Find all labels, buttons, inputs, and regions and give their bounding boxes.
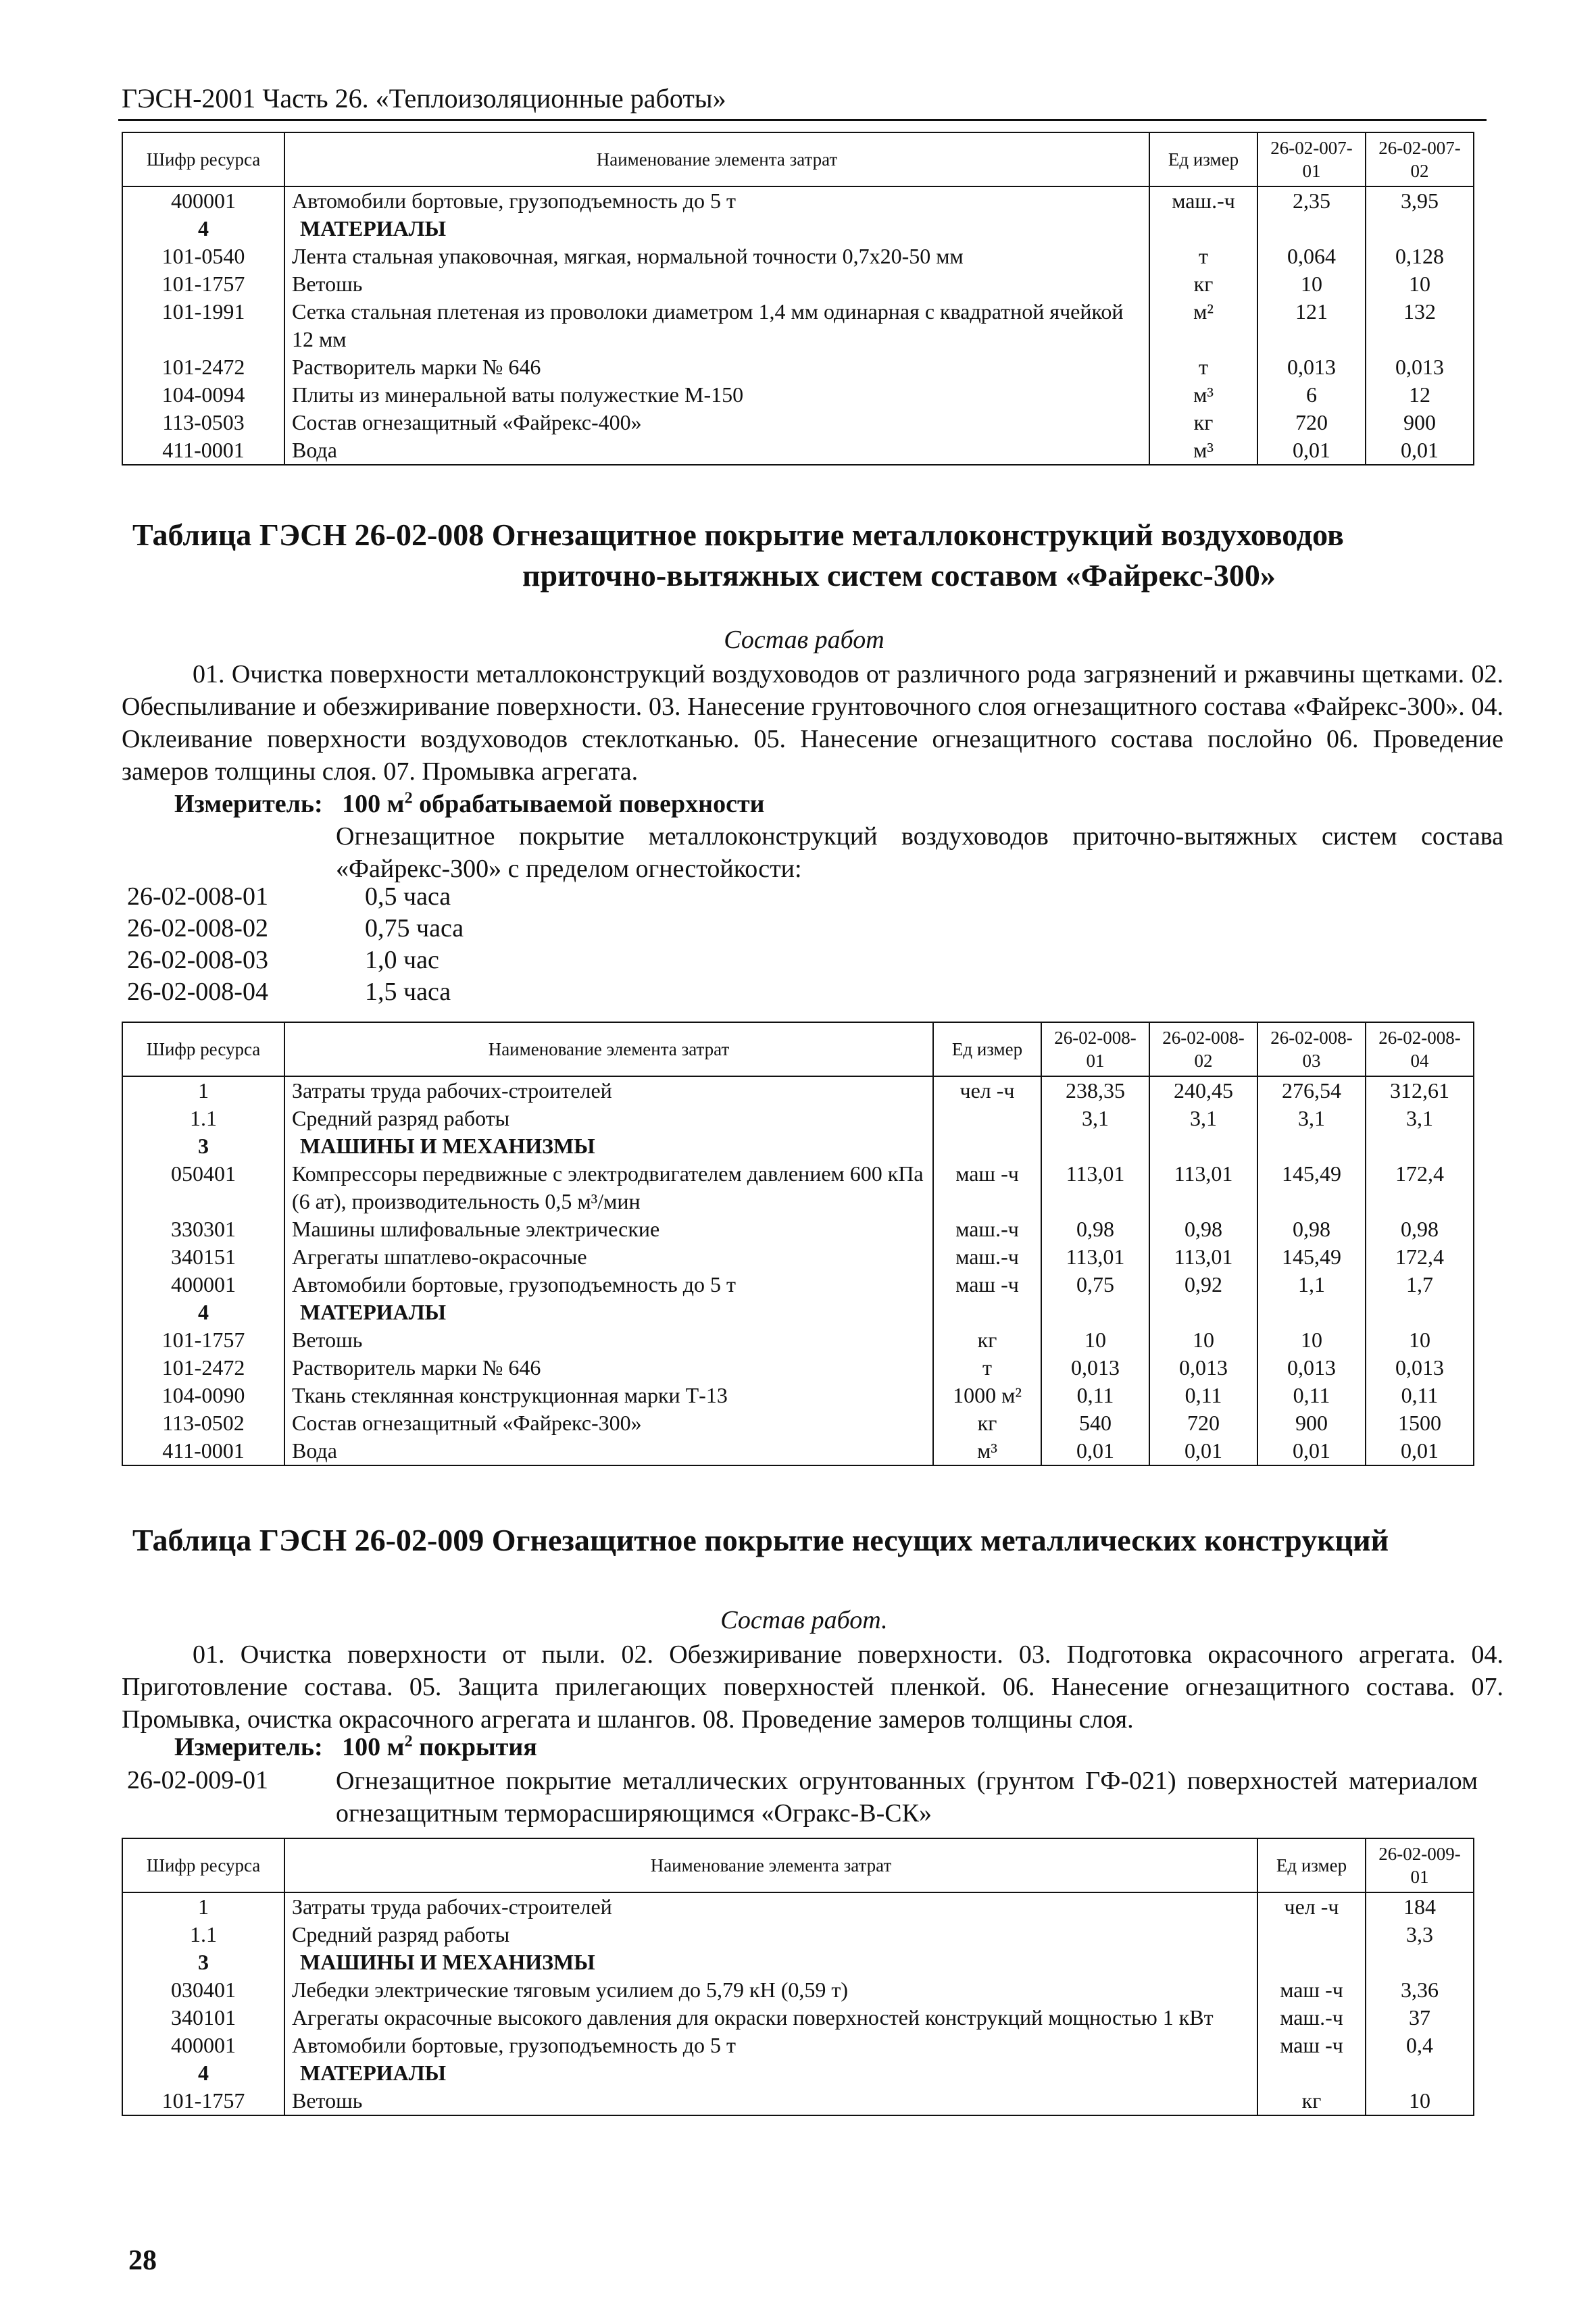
cell-code: 1.1 (122, 1105, 284, 1132)
cell-value: 113,01 (1041, 1160, 1149, 1215)
cell-unit: м³ (1149, 381, 1257, 409)
measure-value: 100 $м^2$ покрытия (329, 1732, 537, 1761)
table-row (122, 1105, 1474, 1132)
cell-value: 900 (1257, 1409, 1366, 1437)
header-name: Наименование элемента затрат (284, 132, 1149, 186)
variant-code: 26-02-008-01 (127, 882, 268, 911)
cell-value: 900 (1366, 409, 1474, 436)
header-code: Шифр ресурса (122, 1838, 284, 1892)
cell-value: 113,01 (1149, 1243, 1257, 1271)
table-row (122, 1271, 1474, 1299)
cell-value (1366, 215, 1474, 243)
cell-value: 0,013 (1257, 1354, 1366, 1382)
cell-value: 12 (1366, 381, 1474, 409)
cell-name: Затраты труда рабочих-строителей (284, 1892, 1257, 1921)
cell-code: 4 (122, 215, 284, 243)
work-composition-text: 01. Очистка поверхности от пыли. 02. Обезжиривание поверхности. 03. Подготовка окрасочного агрегата. 04. Приготовление состава. 05. Защита прилегающих поверхностей пленкой. 06. Нанесение огнезащитного состава. 07. Промывка, очистка окрасочного агрегата и шлангов. 08. Проведение замеров толщины слоя. (122, 1640, 1503, 1734)
cell-unit: кг (933, 1409, 1041, 1437)
cell-name: Машины шлифовальные электрические (284, 1215, 933, 1243)
header-variant: 26-02-008-04 (1366, 1022, 1474, 1076)
cell-name: Ветошь (284, 2087, 1257, 2115)
cell-unit: м² (1149, 298, 1257, 353)
cell-value (1257, 1132, 1366, 1160)
cell-name: Состав огнезащитный «Файрекс-300» (284, 1409, 933, 1437)
cell-unit: т (933, 1354, 1041, 1382)
variant-code: 26-02-008-04 (127, 978, 268, 1006)
cell-value (1366, 1132, 1474, 1160)
cell-unit (1257, 1948, 1366, 1976)
cell-value: 145,49 (1257, 1243, 1366, 1271)
cell-code: 1 (122, 1892, 284, 1921)
cell-value: 720 (1149, 1409, 1257, 1437)
cell-unit: кг (1257, 2087, 1366, 2115)
measure-label: Измеритель: (174, 790, 323, 818)
variant-text: 1,0 час (365, 946, 439, 974)
cell-value: 0,013 (1041, 1354, 1149, 1382)
cell-value: 0,01 (1149, 1437, 1257, 1465)
cell-code: 4 (122, 1299, 284, 1326)
work-composition-heading: Состав работ. (720, 1606, 888, 1634)
resource-table-26-02-008 (122, 1022, 1474, 1466)
table-row (122, 1976, 1474, 2004)
table-row (122, 353, 1474, 381)
cell-value: 3,36 (1366, 1976, 1474, 2004)
cell-value (1149, 1299, 1257, 1326)
table-row (122, 381, 1474, 409)
work-composition-text: 01. Очистка поверхности металлоконструкций воздуховодов от различного рода загрязнений и ржавчины щетками. 02. Обеспыливание и обезжиривание поверхности. 03. Нанесение грунтовочного слоя огнезащитного состава «Файрекс-300». 04. Оклеивание поверхности воздуховодов стеклотканью. 05. Нанесение огнезащитного состава послойно 06. Проведение замеров толщины слоя. 07. Промывка агрегата. (122, 660, 1503, 786)
cell-value: 0,013 (1149, 1354, 1257, 1382)
cell-value: 1500 (1366, 1409, 1474, 1437)
cell-unit: кг (933, 1326, 1041, 1354)
measure-label: Измеритель: (174, 1733, 323, 1761)
cell-unit (933, 1299, 1041, 1326)
cell-value: 10 (1149, 1326, 1257, 1354)
cell-name: Средний разряд работы (284, 1921, 1257, 1948)
cell-value (1366, 2059, 1474, 2087)
cell-name: МАШИНЫ И МЕХАНИЗМЫ (284, 1132, 933, 1160)
cell-code: 340101 (122, 2004, 284, 2032)
section-row (122, 2059, 1474, 2087)
cell-value: 172,4 (1366, 1160, 1474, 1215)
cell-name: Ткань стеклянная конструкционная марки Т-13 (284, 1382, 933, 1409)
cell-unit: м³ (1149, 436, 1257, 465)
cell-name: Затраты труда рабочих-строителей (284, 1076, 933, 1105)
cell-name: Лента стальная упаковочная, мягкая, нормальной точности 0,7х20-50 мм (284, 243, 1149, 270)
cell-name: МАТЕРИАЛЫ (284, 1299, 933, 1326)
cell-value: 3,95 (1366, 186, 1474, 215)
table-title-26-02-008-line1: Таблица ГЭСН 26-02-008 Огнезащитное покрытие металлоконструкций воздуховодов (132, 518, 1344, 552)
cell-value: 2,35 (1257, 186, 1366, 215)
section-row (122, 215, 1474, 243)
cell-code: 030401 (122, 1976, 284, 2004)
table-row (122, 1409, 1474, 1437)
cell-value: 132 (1366, 298, 1474, 353)
cell-unit: 1000 м² (933, 1382, 1041, 1409)
cell-unit: маш.-ч (933, 1215, 1041, 1243)
header-unit: Ед измер (1149, 132, 1257, 186)
cell-code: 3 (122, 1948, 284, 1976)
cell-value: 10 (1257, 270, 1366, 298)
cell-unit: кг (1149, 409, 1257, 436)
measure-line (174, 1731, 537, 1763)
cell-name: Агрегаты окрасочные высокого давления для окраски поверхностей конструкций мощностью 1 кВт (284, 2004, 1257, 2032)
header-rule (118, 119, 1487, 121)
cell-value: 0,4 (1366, 2032, 1474, 2059)
table-row (122, 270, 1474, 298)
cell-value (1041, 1299, 1149, 1326)
header-variant: 26-02-008-03 (1257, 1022, 1366, 1076)
cell-code: 050401 (122, 1160, 284, 1215)
cell-code: 411-0001 (122, 1437, 284, 1465)
cell-code: 330301 (122, 1215, 284, 1243)
variant-text: 1,5 часа (365, 978, 451, 1006)
cell-value: 0,01 (1257, 1437, 1366, 1465)
cell-code: 113-0502 (122, 1409, 284, 1437)
cell-name: Вода (284, 1437, 933, 1465)
cell-value: 0,75 (1041, 1271, 1149, 1299)
cell-code: 101-1757 (122, 2087, 284, 2115)
cell-value: 1,1 (1257, 1271, 1366, 1299)
cell-name: МАТЕРИАЛЫ (284, 2059, 1257, 2087)
header-name: Наименование элемента затрат (284, 1022, 933, 1076)
table-row (122, 1921, 1474, 1948)
running-head: ГЭСН-2001 Часть 26. «Теплоизоляционные работы» (122, 83, 726, 114)
variant-text: 0,75 часа (365, 914, 464, 942)
cell-code: 101-2472 (122, 1354, 284, 1382)
table-row (122, 1076, 1474, 1105)
cell-value: 121 (1257, 298, 1366, 353)
cell-value: 720 (1257, 409, 1366, 436)
header-variant: 26-02-007-02 (1366, 132, 1474, 186)
cell-name: МАТЕРИАЛЫ (284, 215, 1149, 243)
cell-name: Агрегаты шпатлево-окрасочные (284, 1243, 933, 1271)
cell-name: Лебедки электрические тяговым усилием до 5,79 кН (0,59 т) (284, 1976, 1257, 2004)
cell-value: 10 (1041, 1326, 1149, 1354)
cell-value: 240,45 (1149, 1076, 1257, 1105)
cell-value: 0,11 (1257, 1382, 1366, 1409)
cell-value: 0,11 (1041, 1382, 1149, 1409)
variant-code: 26-02-009-01 (127, 1766, 268, 1794)
table-row (122, 409, 1474, 436)
cell-code: 101-2472 (122, 353, 284, 381)
header-variant: 26-02-007-01 (1257, 132, 1366, 186)
cell-value: 0,01 (1041, 1437, 1149, 1465)
cell-value: 0,01 (1366, 436, 1474, 465)
cell-value: 0,064 (1257, 243, 1366, 270)
cell-value: 1,7 (1366, 1271, 1474, 1299)
table-row (122, 2004, 1474, 2032)
cell-code: 400001 (122, 1271, 284, 1299)
cell-value: 3,3 (1366, 1921, 1474, 1948)
cell-code: 101-1757 (122, 1326, 284, 1354)
cell-name: Растворитель марки № 646 (284, 353, 1149, 381)
cell-value (1257, 1299, 1366, 1326)
cell-code: 340151 (122, 1243, 284, 1271)
cell-unit: т (1149, 243, 1257, 270)
cell-unit: т (1149, 353, 1257, 381)
cell-value: 10 (1366, 1326, 1474, 1354)
cell-code: 101-0540 (122, 243, 284, 270)
cell-name: Компрессоры передвижные с электродвигателем давлением 600 кПа (6 ат), производительность 0,5 м³/мин (284, 1160, 933, 1215)
cell-unit (933, 1132, 1041, 1160)
table-row (122, 436, 1474, 465)
cell-code: 104-0094 (122, 381, 284, 409)
header-unit: Ед измер (1257, 1838, 1366, 1892)
table-row (122, 1437, 1474, 1465)
cell-name: МАШИНЫ И МЕХАНИЗМЫ (284, 1948, 1257, 1976)
cell-value: 113,01 (1041, 1243, 1149, 1271)
cell-value: 3,1 (1149, 1105, 1257, 1132)
cell-unit (1149, 215, 1257, 243)
cell-value: 312,61 (1366, 1076, 1474, 1105)
variant-text: Огнезащитное покрытие металлических огрунтованных (грунтом ГФ-021) поверхностей материалом огнезащитным терморасширяющимся «Огракс-В-СК» (336, 1767, 1478, 1828)
cell-value (1257, 215, 1366, 243)
cell-value: 10 (1366, 270, 1474, 298)
cell-name: Средний разряд работы (284, 1105, 933, 1132)
table-row (122, 1382, 1474, 1409)
cell-name: Автомобили бортовые, грузоподъемность до 5 т (284, 2032, 1257, 2059)
page-number: 28 (128, 2245, 157, 2276)
table-row (122, 1215, 1474, 1243)
cell-value: 0,013 (1366, 1354, 1474, 1382)
measure-value: 100 $м^2$ обрабатываемой поверхности (329, 789, 765, 818)
cell-name: Ветошь (284, 1326, 933, 1354)
cell-value: 10 (1257, 1326, 1366, 1354)
variant-text: 0,5 часа (365, 882, 451, 911)
cell-name: Плиты из минеральной ваты полужесткие М-150 (284, 381, 1149, 409)
header-code: Шифр ресурса (122, 132, 284, 186)
cell-value: 0,98 (1366, 1215, 1474, 1243)
cell-code: 411-0001 (122, 436, 284, 465)
cell-code: 400001 (122, 186, 284, 215)
header-code: Шифр ресурса (122, 1022, 284, 1076)
cell-unit: маш.-ч (1149, 186, 1257, 215)
cell-value: 3,1 (1257, 1105, 1366, 1132)
cell-value: 113,01 (1149, 1160, 1257, 1215)
cell-code: 101-1757 (122, 270, 284, 298)
variant-code: 26-02-008-02 (127, 914, 268, 942)
cell-unit: маш.-ч (933, 1243, 1041, 1271)
cell-value: 184 (1366, 1892, 1474, 1921)
cell-unit: кг (1149, 270, 1257, 298)
cell-value (1366, 1948, 1474, 1976)
cell-value: 0,92 (1149, 1271, 1257, 1299)
cell-value: 276,54 (1257, 1076, 1366, 1105)
cell-unit: маш -ч (933, 1271, 1041, 1299)
cell-code: 400001 (122, 2032, 284, 2059)
cell-name: Состав огнезащитный «Файрекс-400» (284, 409, 1149, 436)
cell-value: 0,98 (1041, 1215, 1149, 1243)
cell-unit: маш -ч (1257, 1976, 1366, 2004)
header-variant: 26-02-008-01 (1041, 1022, 1149, 1076)
cell-code: 104-0090 (122, 1382, 284, 1409)
cell-name: Автомобили бортовые, грузоподъемность до 5 т (284, 1271, 933, 1299)
cell-value: 540 (1041, 1409, 1149, 1437)
cell-code: 1 (122, 1076, 284, 1105)
table-row (122, 1243, 1474, 1271)
cell-code: 4 (122, 2059, 284, 2087)
cell-value: 0,128 (1366, 243, 1474, 270)
cell-value: 0,11 (1149, 1382, 1257, 1409)
variant-code: 26-02-008-03 (127, 946, 268, 974)
cell-value: 0,98 (1257, 1215, 1366, 1243)
table-row (122, 1326, 1474, 1354)
cell-unit: маш.-ч (1257, 2004, 1366, 2032)
table-row (122, 1160, 1474, 1215)
cell-unit (933, 1105, 1041, 1132)
cell-name: Ветошь (284, 270, 1149, 298)
cell-value: 10 (1366, 2087, 1474, 2115)
cell-value: 3,1 (1366, 1105, 1474, 1132)
resource-table-26-02-009 (122, 1838, 1474, 2116)
table-row (122, 2087, 1474, 2115)
cell-unit: чел -ч (933, 1076, 1041, 1105)
cell-unit (1257, 2059, 1366, 2087)
cell-code: 3 (122, 1132, 284, 1160)
table-row (122, 298, 1474, 353)
cell-value: 0,013 (1257, 353, 1366, 381)
cell-value: 3,1 (1041, 1105, 1149, 1132)
header-variant: 26-02-008-02 (1149, 1022, 1257, 1076)
measure-line (174, 788, 765, 820)
cell-unit: маш -ч (933, 1160, 1041, 1215)
table-row (122, 186, 1474, 215)
cell-value: 172,4 (1366, 1243, 1474, 1271)
cell-name: Автомобили бортовые, грузоподъемность до 5 т (284, 186, 1149, 215)
cell-value: 0,98 (1149, 1215, 1257, 1243)
section-row (122, 1132, 1474, 1160)
header-unit: Ед измер (933, 1022, 1041, 1076)
cell-unit (1257, 1921, 1366, 1948)
cell-code: 1.1 (122, 1921, 284, 1948)
header-name: Наименование элемента затрат (284, 1838, 1257, 1892)
cell-value: 238,35 (1041, 1076, 1149, 1105)
cell-name: Растворитель марки № 646 (284, 1354, 933, 1382)
cell-value: 145,49 (1257, 1160, 1366, 1215)
table-title-26-02-008-line2: приточно-вытяжных систем составом «Файрекс-300» (522, 558, 1276, 593)
section-row (122, 1948, 1474, 1976)
cell-unit: м³ (933, 1437, 1041, 1465)
cell-unit: чел -ч (1257, 1892, 1366, 1921)
cell-code: 113-0503 (122, 409, 284, 436)
table-title-26-02-009: Таблица ГЭСН 26-02-009 Огнезащитное покрытие несущих металлических конструкций (132, 1523, 1389, 1557)
variants-intro: Огнезащитное покрытие металлоконструкций воздуховодов приточно-вытяжных систем состава «Файрекс-300» с пределом огнестойкости: (336, 822, 1503, 883)
cell-unit: маш -ч (1257, 2032, 1366, 2059)
section-row (122, 1299, 1474, 1326)
cell-value: 6 (1257, 381, 1366, 409)
cell-value: 37 (1366, 2004, 1474, 2032)
cell-name: Сетка стальная плетеная из проволоки диаметром 1,4 мм одинарная с квадратной ячейкой 12 мм (284, 298, 1149, 353)
table-row (122, 2032, 1474, 2059)
cell-value: 0,11 (1366, 1382, 1474, 1409)
table-row (122, 1892, 1474, 1921)
cell-value: 0,013 (1366, 353, 1474, 381)
cell-value (1149, 1132, 1257, 1160)
cell-name: Вода (284, 436, 1149, 465)
cell-value: 0,01 (1366, 1437, 1474, 1465)
cell-code: 101-1991 (122, 298, 284, 353)
cell-value (1041, 1132, 1149, 1160)
cell-value (1366, 1299, 1474, 1326)
header-variant: 26-02-009-01 (1366, 1838, 1474, 1892)
work-composition-heading: Состав работ (724, 626, 884, 654)
resource-table-26-02-007 (122, 132, 1474, 466)
table-row (122, 243, 1474, 270)
table-row (122, 1354, 1474, 1382)
cell-value: 0,01 (1257, 436, 1366, 465)
